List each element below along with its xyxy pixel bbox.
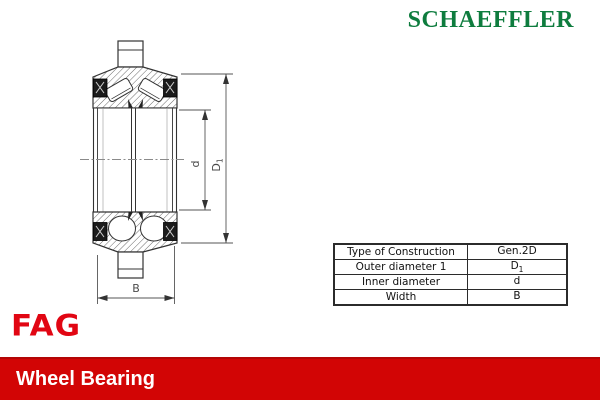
lower-ring-section xyxy=(93,212,177,252)
flange-stud-top xyxy=(118,41,143,67)
spec-label: Type of Construction xyxy=(334,244,468,260)
seal-bottom-right xyxy=(164,223,178,241)
spec-value xyxy=(468,260,568,275)
spec-value-text: Gen.2D xyxy=(497,245,537,257)
dim-label-b: B xyxy=(132,282,140,295)
table-row xyxy=(334,244,567,260)
table-row xyxy=(334,275,567,290)
seal-top-right xyxy=(164,79,178,97)
spec-label: Outer diameter 1 xyxy=(334,260,468,275)
spec-value-text: D xyxy=(510,260,519,273)
spec-label: Width xyxy=(334,290,468,306)
schaeffler-logo: SCHAEFFLER xyxy=(407,7,574,33)
product-banner xyxy=(0,357,600,400)
spec-table xyxy=(333,243,568,306)
ball-bottom-left xyxy=(109,216,136,241)
flange-stud-bottom xyxy=(118,252,143,278)
dim-label-d1: $D_1$ xyxy=(210,158,225,172)
spec-value xyxy=(468,290,568,306)
bore-section xyxy=(93,108,177,212)
fag-logo: FAG xyxy=(11,308,82,344)
banner-title: Wheel Bearing xyxy=(16,368,155,390)
spec-value-sub: 1 xyxy=(518,265,524,275)
spec-label: Inner diameter xyxy=(334,275,468,290)
spec-value-text: d xyxy=(513,275,521,288)
table-row xyxy=(334,260,567,275)
spec-value-text: B xyxy=(513,290,521,303)
dimension-outer-d1 xyxy=(181,74,233,243)
spec-value xyxy=(468,275,568,290)
table-row xyxy=(334,290,567,306)
upper-ring-section xyxy=(93,67,177,108)
spec-value xyxy=(468,244,568,260)
dimension-inner-d xyxy=(179,110,211,210)
seal-top-left xyxy=(94,79,108,97)
dim-label-d: d xyxy=(189,160,202,168)
seal-bottom-left xyxy=(94,223,108,241)
